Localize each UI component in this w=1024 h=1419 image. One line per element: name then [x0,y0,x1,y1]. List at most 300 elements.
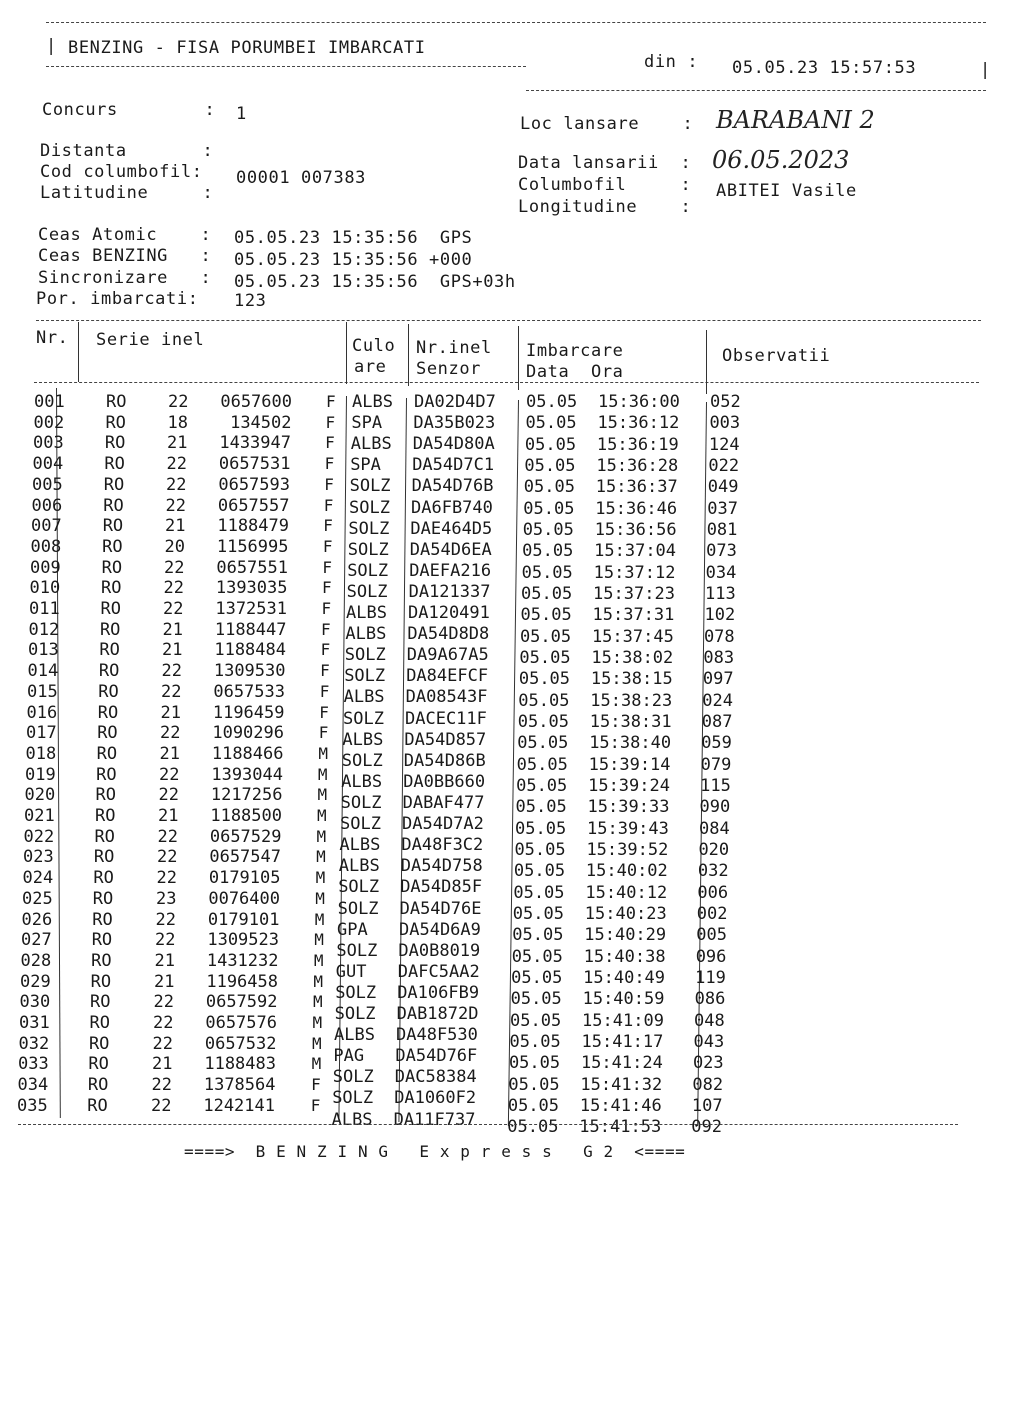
row-observatii: 113 [705,583,736,604]
row-ring: 0657600 [220,392,292,412]
title-border-top [46,22,986,23]
row-sex: F [323,516,333,536]
row-observatii: 002 [696,903,728,924]
row-sensor: DA0B8019 [398,940,481,961]
row-country: RO [101,578,122,599]
row-sensor: DA54D7C1 [412,455,495,476]
data-lansarii-label: Data lansarii : [518,153,692,173]
row-time: 15:36:12 [597,413,680,434]
row-country: RO [96,743,118,764]
row-sex: M [313,971,324,991]
row-date: 05.05 [510,989,562,1010]
row-sensor: DA02D4D7 [414,392,496,412]
row-ring: 0657532 [204,1033,277,1054]
row-sensor: DA0BB660 [403,771,486,792]
row-sensor: DAEFA216 [409,560,492,581]
row-observatii: 037 [707,498,738,519]
row-sex: M [311,1054,322,1074]
row-nr: 011 [29,599,60,619]
row-observatii: 107 [691,1095,723,1116]
col-header-observatii: Observatii [722,346,831,366]
row-date: 05.05 [508,1053,561,1074]
row-sex: F [326,392,336,411]
row-country: RO [102,536,123,557]
row-country: RO [93,868,114,889]
row-sensor: DABAF477 [402,792,485,813]
row-date: 05.05 [507,1117,559,1138]
row-sex: M [313,950,324,970]
row-time: 15:36:46 [595,498,678,519]
row-date: 05.05 [511,946,563,967]
row-country: RO [95,806,116,826]
row-country: RO [102,516,124,537]
row-color: ALBS [350,434,392,455]
row-observatii: 097 [702,669,734,690]
row-sensor: DAC58384 [394,1067,477,1088]
row-observatii: 005 [696,925,727,946]
row-sex: M [312,1033,322,1053]
row-color: SOLZ [344,645,386,666]
row-observatii: 073 [706,541,737,562]
row-country: RO [87,1095,108,1116]
row-date: 05.05 [520,605,572,626]
row-year: 21 [154,950,175,971]
row-year: 22 [151,1075,172,1096]
din-value: 05.05.23 15:57:53 [732,58,917,78]
row-sex: M [314,930,324,950]
row-nr: 005 [32,474,63,495]
row-year: 22 [152,1033,173,1054]
row-color: ALBS [341,771,383,792]
row-sensor: DA54D857 [404,729,487,750]
row-time: 15:40:38 [583,946,666,967]
row-time: 15:40:02 [585,861,668,882]
loc-value-handwritten: BARABANI 2 [716,106,875,134]
row-sensor: DA54D8D8 [407,624,490,645]
row-date: 05.05 [512,925,564,946]
row-ring: 1188479 [217,516,289,537]
row-country: RO [88,1054,109,1075]
distanta-label: Distanta : [40,141,214,161]
row-sex: F [322,536,333,556]
row-year: 21 [160,702,181,723]
row-year: 22 [166,454,187,475]
row-country: RO [92,888,114,909]
row-date: 05.05 [507,1095,560,1116]
row-year: 18 [167,412,188,433]
page-title: BENZING - FISA PORUMBEI IMBARCATI [68,38,426,58]
row-country: RO [93,847,115,868]
ceas-benzing-value: 05.05.23 15:35:56 +000 [234,250,473,270]
row-nr: 024 [22,868,54,889]
row-observatii: 086 [694,989,726,1010]
row-sex: F [325,433,335,453]
row-year: 22 [159,764,180,785]
row-country: RO [98,661,120,682]
row-observatii: 034 [705,562,737,583]
ceas-atomic-label: Ceas Atomic : [38,225,212,245]
row-ring: 1196459 [212,702,285,723]
row-nr: 029 [20,971,51,992]
row-country: RO [104,454,125,475]
row-nr: 009 [30,557,61,578]
row-color: SOLZ [347,539,389,560]
row-date: 05.05 [521,583,573,604]
row-date: 05.05 [518,669,571,690]
row-country: RO [95,785,117,806]
cod-label: Cod columbofil: [40,162,203,182]
row-ring: 0657529 [209,826,282,847]
row-ring: 1090296 [212,723,284,744]
row-nr: 034 [17,1075,49,1096]
row-sex: M [312,992,323,1012]
row-observatii: 059 [701,733,732,754]
row-observatii: 032 [697,861,729,882]
row-observatii: 022 [708,455,740,476]
row-ring: 0657576 [205,1013,277,1033]
col-header-serie: Serie inel [96,330,205,350]
row-color: SOLZ [348,518,390,539]
row-ring: 1188466 [211,743,284,764]
row-date: 05.05 [515,797,567,818]
row-ring: 1309523 [207,930,279,951]
row-sensor: DA35B023 [413,413,496,434]
row-year: 22 [153,1013,174,1033]
row-ring: 1372531 [215,599,287,619]
row-color: GUT [335,961,367,982]
row-sex: M [317,764,328,784]
row-nr: 003 [33,433,64,454]
row-ring: 0657551 [216,557,288,578]
row-year: 21 [159,743,180,764]
row-country: RO [99,640,120,661]
row-time: 15:41:17 [581,1031,664,1052]
row-country: RO [99,619,121,640]
por-imbarcati-value: 123 [234,291,267,311]
row-year: 22 [155,930,176,951]
row-sensor: DA08543F [405,687,488,708]
row-date: 05.05 [526,392,578,412]
row-nr: 021 [24,806,55,826]
row-color: ALBS [331,1109,373,1130]
ceas-benzing-label: Ceas BENZING : [38,246,212,266]
row-color: SOLZ [343,708,384,729]
concurs-label: Concurs : [42,100,216,120]
row-year: 22 [161,661,182,682]
row-color: SOLZ [335,982,377,1003]
row-year: 22 [155,909,176,930]
row-sensor: DA54D758 [400,856,483,877]
row-color: SOLZ [344,666,386,687]
row-color: SOLZ [349,497,390,518]
row-year: 20 [164,536,185,557]
row-year: 21 [152,1054,173,1075]
row-country: RO [90,992,111,1013]
row-time: 15:40:59 [582,989,665,1010]
row-ring: 1242141 [203,1095,275,1116]
row-sensor: DA9A67A5 [406,645,489,666]
row-observatii: 102 [704,605,736,626]
row-time: 15:38:02 [591,647,674,668]
row-sensor: DA120491 [408,603,490,624]
row-time: 15:38:15 [590,669,673,690]
row-observatii: 083 [703,647,735,668]
row-sensor: DAB1872D [396,1004,479,1025]
row-country: RO [89,1013,110,1033]
row-country: RO [103,495,124,516]
row-ring: 1393035 [215,578,288,599]
row-color: ALBS [342,729,384,750]
row-date: 05.05 [513,882,565,903]
row-year: 21 [154,971,175,992]
row-color: SOLZ [341,750,383,771]
row-sensor: DA54D6EA [409,539,492,560]
row-ring: 0657557 [217,495,290,516]
row-color: SOLZ [349,476,391,497]
row-color: ALBS [339,835,381,856]
col-header-culoare-2: are [354,357,387,377]
header-divider-1 [78,322,79,382]
row-date: 05.05 [521,562,573,583]
row-time: 15:39:33 [587,797,670,818]
row-nr: 017 [26,723,57,744]
row-observatii: 049 [707,477,739,498]
row-time: 15:36:00 [598,392,680,412]
row-sensor: DA11F737 [393,1109,476,1130]
row-ring: 1188484 [214,640,286,661]
row-color: SPA [351,413,383,434]
row-nr: 032 [18,1033,50,1054]
row-year: 22 [161,681,182,702]
row-sex: M [315,888,325,908]
row-ring: 1433947 [219,433,291,454]
row-sex: M [316,826,327,846]
row-time: 15:37:23 [593,583,675,604]
row-date: 05.05 [508,1074,560,1095]
row-date: 05.05 [524,434,577,455]
row-country: RO [90,971,112,992]
row-year: 22 [153,992,174,1013]
row-country: RO [105,412,126,433]
row-nr: 004 [32,454,64,475]
row-sensor: DA54D85F [400,877,483,898]
title-right-bar: | [980,60,991,80]
row-observatii: 090 [699,797,731,818]
row-country: RO [104,433,126,454]
row-time: 15:41:46 [579,1095,662,1116]
row-observatii: 081 [706,519,738,540]
row-ring: 0179101 [207,909,280,930]
row-year: 22 [168,392,189,412]
col-header-imbarcare-2: Data Ora [526,362,624,382]
row-time: 15:41:24 [580,1053,663,1074]
row-year: 22 [158,785,179,806]
row-time: 15:39:43 [587,818,669,839]
row-ring: 1393044 [211,764,283,785]
col-header-nr: Nr. [36,328,69,348]
row-year: 22 [151,1095,172,1116]
row-sensor: DA54D76F [395,1046,478,1067]
row-ring: 1188483 [204,1054,276,1075]
row-color: SPA [350,455,381,476]
row-ring: 0657531 [218,454,291,475]
col-header-nrinel-1: Nr.inel [416,338,492,358]
row-sex: F [325,412,336,432]
row-year: 22 [157,826,178,847]
row-nr: 001 [34,392,65,412]
row-year: 22 [163,578,184,599]
row-sensor: DAFC5AA2 [397,961,480,982]
row-country: RO [101,557,123,578]
row-country: RO [100,599,121,619]
cod-value: 00001 007383 [236,168,367,188]
row-ring: 1188500 [210,806,282,826]
row-sensor: DA121337 [408,581,491,602]
row-sex: F [320,661,330,681]
row-color: SOLZ [332,1067,374,1088]
row-ring: 1196458 [206,971,278,992]
row-sensor: DA54D86B [403,750,486,771]
row-nr: 031 [19,1013,50,1033]
row-time: 15:38:23 [590,690,673,711]
row-color: ALBS [343,687,385,708]
row-year: 22 [163,599,184,619]
row-country: RO [94,826,115,847]
row-nr: 019 [25,764,56,785]
row-nr: 018 [25,743,57,764]
row-ring: 1431232 [206,950,279,971]
row-sensor: DA54D76E [399,898,482,919]
row-country: RO [92,909,113,930]
row-color: ALBS [334,1025,375,1046]
row-year: 22 [165,495,186,516]
row-sex: F [319,681,330,701]
row-time: 15:39:14 [588,754,671,775]
row-year: 22 [160,723,181,744]
row-date: 05.05 [516,775,568,796]
row-sensor: DA48F530 [396,1025,478,1046]
row-sex: F [319,702,329,722]
sincronizare-label: Sincronizare : [38,268,212,288]
row-date: 05.05 [522,519,574,540]
row-date: 05.05 [517,711,569,732]
row-nr: 030 [19,992,51,1013]
row-country: RO [106,392,127,412]
row-date: 05.05 [511,967,563,988]
row-year: 21 [158,806,179,826]
row-sensor: DACEC11F [405,708,487,729]
row-sex: F [324,454,335,474]
row-ring: 1188447 [214,619,287,640]
header-divider-3 [408,324,409,386]
row-time: 15:41:32 [580,1074,663,1095]
row-sex: F [311,1075,321,1095]
row-date: 05.05 [516,754,568,775]
ceas-atomic-value: 05.05.23 15:35:56 GPS [234,228,473,248]
row-sex: F [318,723,329,743]
row-time: 15:37:31 [592,605,675,626]
row-sex: M [318,743,328,763]
row-date: 05.05 [509,1031,561,1052]
row-time: 15:37:12 [593,562,676,583]
row-date: 05.05 [517,733,569,754]
row-time: 15:37:45 [591,626,674,647]
row-country: RO [96,764,117,785]
row-year: 21 [167,433,188,454]
col-header-imbarcare-1: Imbarcare [526,341,624,361]
row-observatii: 043 [693,1031,725,1052]
row-sensor: DA48F3C2 [401,835,484,856]
row-year: 23 [156,888,177,909]
row-nr: 008 [30,536,62,557]
row-year: 21 [162,619,183,640]
row-nr: 022 [23,826,55,847]
row-time: 15:40:29 [584,925,667,946]
row-observatii: 024 [702,690,734,711]
row-sex: M [317,806,327,825]
row-year: 21 [165,516,186,537]
row-date: 05.05 [515,818,567,839]
row-observatii: 087 [701,711,733,732]
loc-label: Loc lansare : [520,114,694,134]
row-country: RO [98,681,119,702]
row-country: RO [91,930,113,951]
row-nr: 028 [20,950,52,971]
row-date: 05.05 [525,413,577,434]
row-nr: 025 [22,888,53,909]
row-observatii: 006 [697,882,729,903]
row-observatii: 082 [692,1074,724,1095]
row-nr: 023 [23,847,54,868]
row-sex: M [314,909,325,929]
row-time: 15:41:09 [582,1010,664,1031]
row-date: 05.05 [518,690,570,711]
row-country: RO [88,1033,110,1054]
row-ring: 1309530 [213,661,286,682]
row-date: 05.05 [522,541,574,562]
row-nr: 006 [31,495,63,516]
row-sex: F [321,578,332,598]
row-nr: 035 [17,1095,48,1116]
row-color: ALBS [338,856,380,877]
row-nr: 026 [21,909,53,930]
row-ring: 1156995 [216,536,289,557]
row-year: 22 [164,557,185,578]
row-observatii: 115 [700,775,731,796]
por-imbarcati-label: Por. imbarcati: [36,289,199,309]
row-ring: 0657593 [218,474,290,495]
row-observatii: 124 [708,434,740,455]
row-sex: F [323,495,334,515]
row-observatii: 084 [699,818,730,839]
row-time: 15:36:19 [596,434,679,455]
row-observatii: 078 [703,626,735,647]
table-bottom-border [18,1124,958,1125]
row-sensor: DA1060F2 [394,1088,477,1109]
row-sex: F [322,557,333,577]
row-ring: 0179105 [208,868,281,889]
row-sex: F [320,640,331,660]
row-sensor: DA54D7A2 [402,814,484,835]
row-sex: M [315,868,326,888]
row-observatii: 052 [710,392,741,412]
row-nr: 033 [18,1054,49,1075]
row-year: 22 [157,847,178,868]
row-color: SOLZ [338,877,380,898]
row-ring: 1378564 [203,1075,276,1096]
row-color: SOLZ [347,560,389,581]
row-nr: 002 [33,412,65,433]
